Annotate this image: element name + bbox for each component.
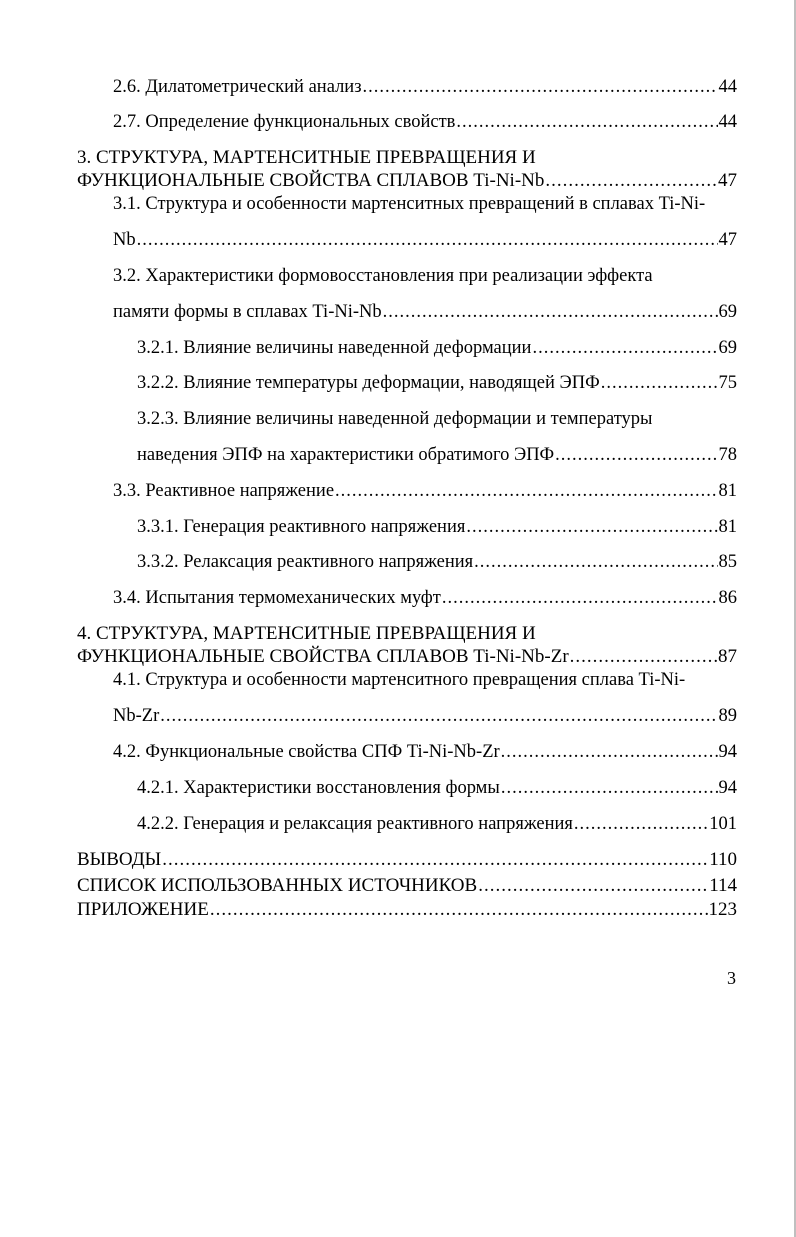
- toc-title: 3.3.2. Релаксация реактивного напряжения: [137, 552, 474, 572]
- toc-title: 3.2.1. Влияние величины наведенной деформации: [137, 338, 532, 358]
- toc-chapter-4: [77, 646, 737, 668]
- toc-entry-3-1: [113, 229, 737, 251]
- toc-entry-3-2-1: [137, 337, 737, 359]
- toc-page: 47: [718, 170, 737, 191]
- toc-leader: [466, 516, 717, 538]
- toc-conclusions: [77, 849, 737, 871]
- toc-title: 4.2.2. Генерация и релаксация реактивного напряжения: [137, 814, 573, 834]
- toc-title: 2.6. Дилатометрический анализ: [113, 77, 362, 97]
- toc-leader: [137, 229, 718, 251]
- toc-title: 3.4. Испытания термомеханических муфт: [113, 588, 441, 608]
- toc-chapter-3-line1: 3. СТРУКТУРА, МАРТЕНСИТНЫЕ ПРЕВРАЩЕНИЯ И: [77, 147, 536, 168]
- toc-entry-4-2-1: [137, 777, 737, 799]
- toc-page: 85: [718, 552, 737, 572]
- toc-title: 3.3. Реактивное напряжение: [113, 481, 335, 501]
- toc-page: 94: [718, 742, 737, 762]
- toc-page: 44: [718, 77, 737, 97]
- toc-page: 69: [718, 338, 737, 358]
- toc-page: 69: [718, 302, 737, 322]
- toc-entry-4-1-line1: 4.1. Структура и особенности мартенситного превращения сплава Ti-Ni-: [113, 670, 686, 690]
- toc-page: 86: [718, 588, 737, 608]
- toc-page: 89: [718, 706, 737, 726]
- toc-page: 123: [708, 899, 737, 920]
- toc-entry-4-1: [113, 705, 737, 727]
- toc-entry-4-2: [113, 741, 737, 763]
- toc-leader: [532, 337, 717, 359]
- toc-page: 78: [718, 445, 737, 465]
- toc-title: ВЫВОДЫ: [77, 849, 162, 870]
- toc-leader: [601, 372, 718, 394]
- toc-page: 110: [709, 849, 737, 870]
- toc-chapter-3: [77, 170, 737, 192]
- toc-page: 81: [718, 481, 737, 501]
- toc-page: 87: [718, 646, 737, 667]
- toc-entry-3-2-2: [137, 372, 737, 394]
- toc-leader: [160, 705, 717, 727]
- toc-leader: [501, 777, 718, 799]
- toc-leader: [210, 899, 708, 921]
- toc-title: 3.2.2. Влияние температуры деформации, наводящей ЭПФ: [137, 373, 600, 393]
- toc-entry-3-3: [113, 480, 737, 502]
- toc-leader: [442, 587, 718, 609]
- toc-entry-3-2-3: [137, 444, 737, 466]
- toc-leader: [474, 551, 717, 573]
- toc-title: Nb: [113, 230, 136, 250]
- toc-leader: [363, 76, 718, 98]
- toc-appendix: [77, 899, 737, 921]
- toc-page: 81: [718, 517, 737, 537]
- toc-references: [77, 875, 737, 897]
- toc-title: наведения ЭПФ на характеристики обратимого ЭПФ: [137, 445, 555, 465]
- toc-page: 114: [709, 875, 737, 896]
- toc-entry-4-2-2: [137, 813, 737, 835]
- toc-entry-3-2-line1: 3.2. Характеристики формовосстановления при реализации эффекта: [113, 266, 653, 286]
- toc-entry-3-4: [113, 587, 737, 609]
- toc-leader: [478, 875, 708, 897]
- toc-title: 4.2.1. Характеристики восстановления формы: [137, 778, 500, 798]
- toc-page: 101: [709, 814, 737, 834]
- toc-leader: [545, 170, 717, 192]
- toc-leader: [335, 480, 717, 502]
- toc-page: 94: [718, 778, 737, 798]
- toc-title: Nb-Zr: [113, 706, 160, 726]
- toc-entry-3-3-2: [137, 551, 737, 573]
- toc-entry-3-1-line1: 3.1. Структура и особенности мартенситных превращений в сплавах Ti-Ni-: [113, 194, 706, 214]
- toc-entry-3-2: [113, 301, 737, 323]
- toc-title: ПРИЛОЖЕНИЕ: [77, 899, 209, 920]
- toc-leader: [501, 741, 718, 763]
- toc-title: СПИСОК ИСПОЛЬЗОВАННЫХ ИСТОЧНИКОВ: [77, 875, 478, 896]
- toc-leader: [570, 646, 717, 668]
- toc-leader: [555, 444, 717, 466]
- toc-entry-2-7: [113, 111, 737, 133]
- page-number: 3: [727, 968, 736, 988]
- toc-entry-3-2-3-line1: 3.2.3. Влияние величины наведенной деформации и температуры: [137, 409, 653, 429]
- toc-leader: [456, 111, 717, 133]
- toc-page: 44: [718, 112, 737, 132]
- toc-leader: [574, 813, 708, 835]
- toc-leader: [162, 849, 708, 871]
- toc-page: 75: [718, 373, 737, 393]
- toc-leader: [383, 301, 718, 323]
- toc-title: 4.2. Функциональные свойства СПФ Ti-Ni-Nb-Zr: [113, 742, 500, 762]
- toc-entry-2-6: [113, 76, 737, 98]
- toc-page: 47: [718, 230, 737, 250]
- toc-title: ФУНКЦИОНАЛЬНЫЕ СВОЙСТВА СПЛАВОВ Ti-Ni-Nb: [77, 170, 545, 191]
- toc-title: памяти формы в сплавах Ti-Ni-Nb: [113, 302, 382, 322]
- toc-chapter-4-line1: 4. СТРУКТУРА, МАРТЕНСИТНЫЕ ПРЕВРАЩЕНИЯ И: [77, 623, 536, 644]
- toc-title: ФУНКЦИОНАЛЬНЫЕ СВОЙСТВА СПЛАВОВ Ti-Ni-Nb-Zr: [77, 646, 569, 667]
- toc-title: 2.7. Определение функциональных свойств: [113, 112, 456, 132]
- toc-entry-3-3-1: [137, 516, 737, 538]
- toc-title: 3.3.1. Генерация реактивного напряжения: [137, 517, 466, 537]
